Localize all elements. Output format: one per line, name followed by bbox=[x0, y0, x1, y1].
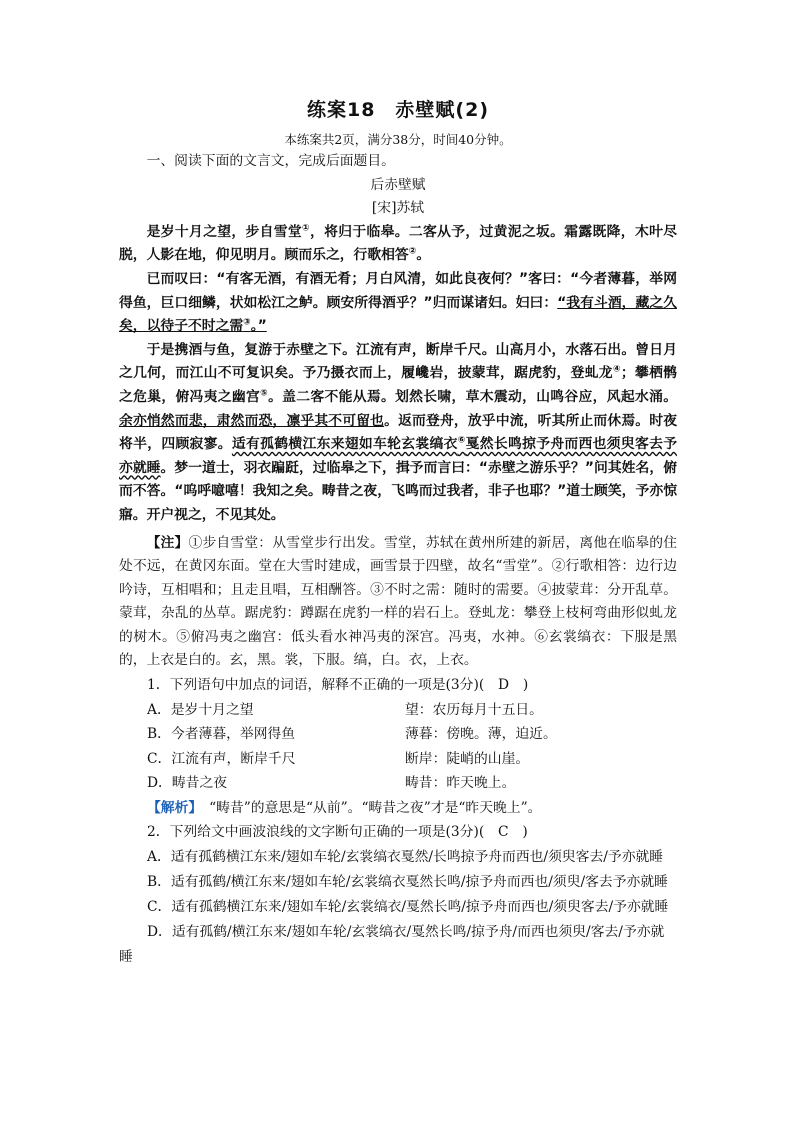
wavy-underlined-passage: 适有孤鹤横江东来翅如车轮玄裳缟衣⑥戛然长鸣掠予舟而西也须臾客去予亦就睡 bbox=[119, 435, 678, 476]
footnote-ref-5: ⑤ bbox=[260, 388, 269, 399]
underlined-sentence: “我有斗酒，藏之久矣，以待子不时之需③。” bbox=[119, 294, 677, 335]
document-page bbox=[119, 96, 677, 971]
poem-paragraph-1: 是岁十月之望，步自雪堂①，将归于临皋。二客从予，过黄泥之坂。霜露既降，木叶尽脱，人影在地，仰见明月。顾而乐之，行歌相答②。 bbox=[119, 223, 677, 264]
poem-title: 后赤壁赋 bbox=[370, 176, 426, 193]
footnote-ref-4: ④ bbox=[612, 364, 621, 375]
question-2-option: A．适有孤鹤横江东来/翅如车轮/玄裳缟衣戛然/长鸣掠予舟而西也/须臾客去/予亦就睡 bbox=[147, 848, 664, 865]
section-heading: 一、阅读下面的文言文，完成后面题目。 bbox=[146, 153, 395, 169]
analysis-label: 【解析】 bbox=[147, 799, 196, 816]
underlined-sentence: 余亦悄然而悲，肃然而恐，凛乎其不可留也 bbox=[119, 412, 385, 429]
question-1-analysis: 【解析】 “畴昔”的意思是“从前”。“畴昔之夜”才是“昨天晚上”。 bbox=[147, 799, 542, 816]
question-2-stem: 2．下列给文中画波浪线的文字断句正确的一项是(3分)( C ) bbox=[147, 824, 528, 841]
notes-label: 【注】 bbox=[146, 534, 189, 551]
question-2-option: B．适有孤鹤/横江东来/翅如车轮/玄裳缟衣戛然长鸣/掠予舟而西也/须臾/客去予亦就睡 bbox=[147, 873, 668, 890]
question-1-option: A．是岁十月之望 望：农历每月十五日。 bbox=[147, 701, 543, 718]
question-1-option: C．江流有声，断岸千尺 断岸：陡峭的山崖。 bbox=[147, 750, 530, 767]
question-1-option: B．今者薄暮，举网得鱼 薄暮：傍晚。薄，迫近。 bbox=[147, 726, 557, 743]
question-1-stem: 1．下列语句中加点的词语，解释不正确的一项是(3分)( D ) bbox=[147, 677, 529, 694]
question-2-option: C．适有孤鹤横江东来/翅如车轮/玄裳缟衣/戛然长鸣/掠予舟而西也/须臾客去/予亦就睡 bbox=[147, 898, 669, 915]
question-2-option: D．适有孤鹤/横江东来/翅如车轮/玄裳缟衣/戛然长鸣/掠予舟/而西也须臾/客去/予亦就睡 bbox=[119, 924, 665, 966]
footnote-ref-2: ② bbox=[408, 246, 417, 257]
footnote-ref-3: ③ bbox=[243, 317, 251, 328]
poem-author: [宋]苏轼 bbox=[371, 200, 425, 217]
question-1-option: D．畴昔之夜 畴昔：昨天晚上。 bbox=[147, 775, 516, 792]
poem-paragraph-2: 已而叹曰：“有客无酒，有酒无肴；月白风清，如此良夜何？”客曰：“今者薄暮，举网得鱼，巨口细鳞，状如松江之鲈。顾安所得酒乎？”归而谋诸妇。妇曰：“我有斗酒，藏之久矣，以待子不时之需③。” bbox=[119, 270, 677, 335]
page-title: 练案18 赤壁赋(2) bbox=[306, 99, 490, 121]
exercise-info: 本练案共2页，满分38分，时间40分钟。 bbox=[284, 132, 512, 147]
footnote-ref-6: ⑥ bbox=[457, 435, 466, 446]
annotation-notes: 【注】①步自雪堂：从雪堂步行出发。雪堂，苏轼在黄州所建的新居，离他在临皋的住处不远，在黄冈东面。堂在大雪时建成，画雪景于四壁，故名“雪堂”。②行歌相答：边行边吟诗，互相唱和；且走且唱，互相酬答。③不时之需：随时的需要。④披蒙茸：分开乱草。蒙茸，杂乱的丛草。踞虎豹：蹲踞在虎豹一样的岩石上。登虬龙：攀登上枝柯弯曲形似虬龙的树木。⑤俯冯夷之幽宫：低头看水神冯夷的深宫。冯夷，水神。⑥玄裳缟衣：下服是黑的，上衣是白的。玄，黑。裳，下服。缟，白。衣，上衣。 bbox=[119, 534, 678, 669]
footnote-ref-1: ① bbox=[302, 223, 310, 234]
poem-paragraph-3: 于是携酒与鱼，复游于赤壁之下。江流有声，断岸千尺。山高月小，水落石出。曾日月之几何，而江山不可复识矣。予乃摄衣而上，履巉岩，披蒙茸，踞虎豹，登虬龙④；攀栖鹘之危巢，俯冯夷之幽宫⑤。盖二客不能从焉。划然长啸，草木震动，山鸣谷应，风起水涌。余亦悄然而悲，肃然而恐，凛乎其不可留也。返而登舟，放乎中流，听其所止而休焉。时夜将半，四顾寂寥。适有孤鹤横江东来翅如车轮玄裳缟衣⑥戛然长鸣掠予舟而西也须臾客去予亦就睡。梦一道士，羽衣蹁跹，过临皋之下，揖予而言曰：“赤壁之游乐乎？”问其姓名，俯而不答。“呜呼噫嘻！我知之矣。畴昔之夜，飞鸣而过我者，非子也耶？”道士顾笑，予亦惊寤。开户视之，不见其处。 bbox=[119, 341, 678, 523]
